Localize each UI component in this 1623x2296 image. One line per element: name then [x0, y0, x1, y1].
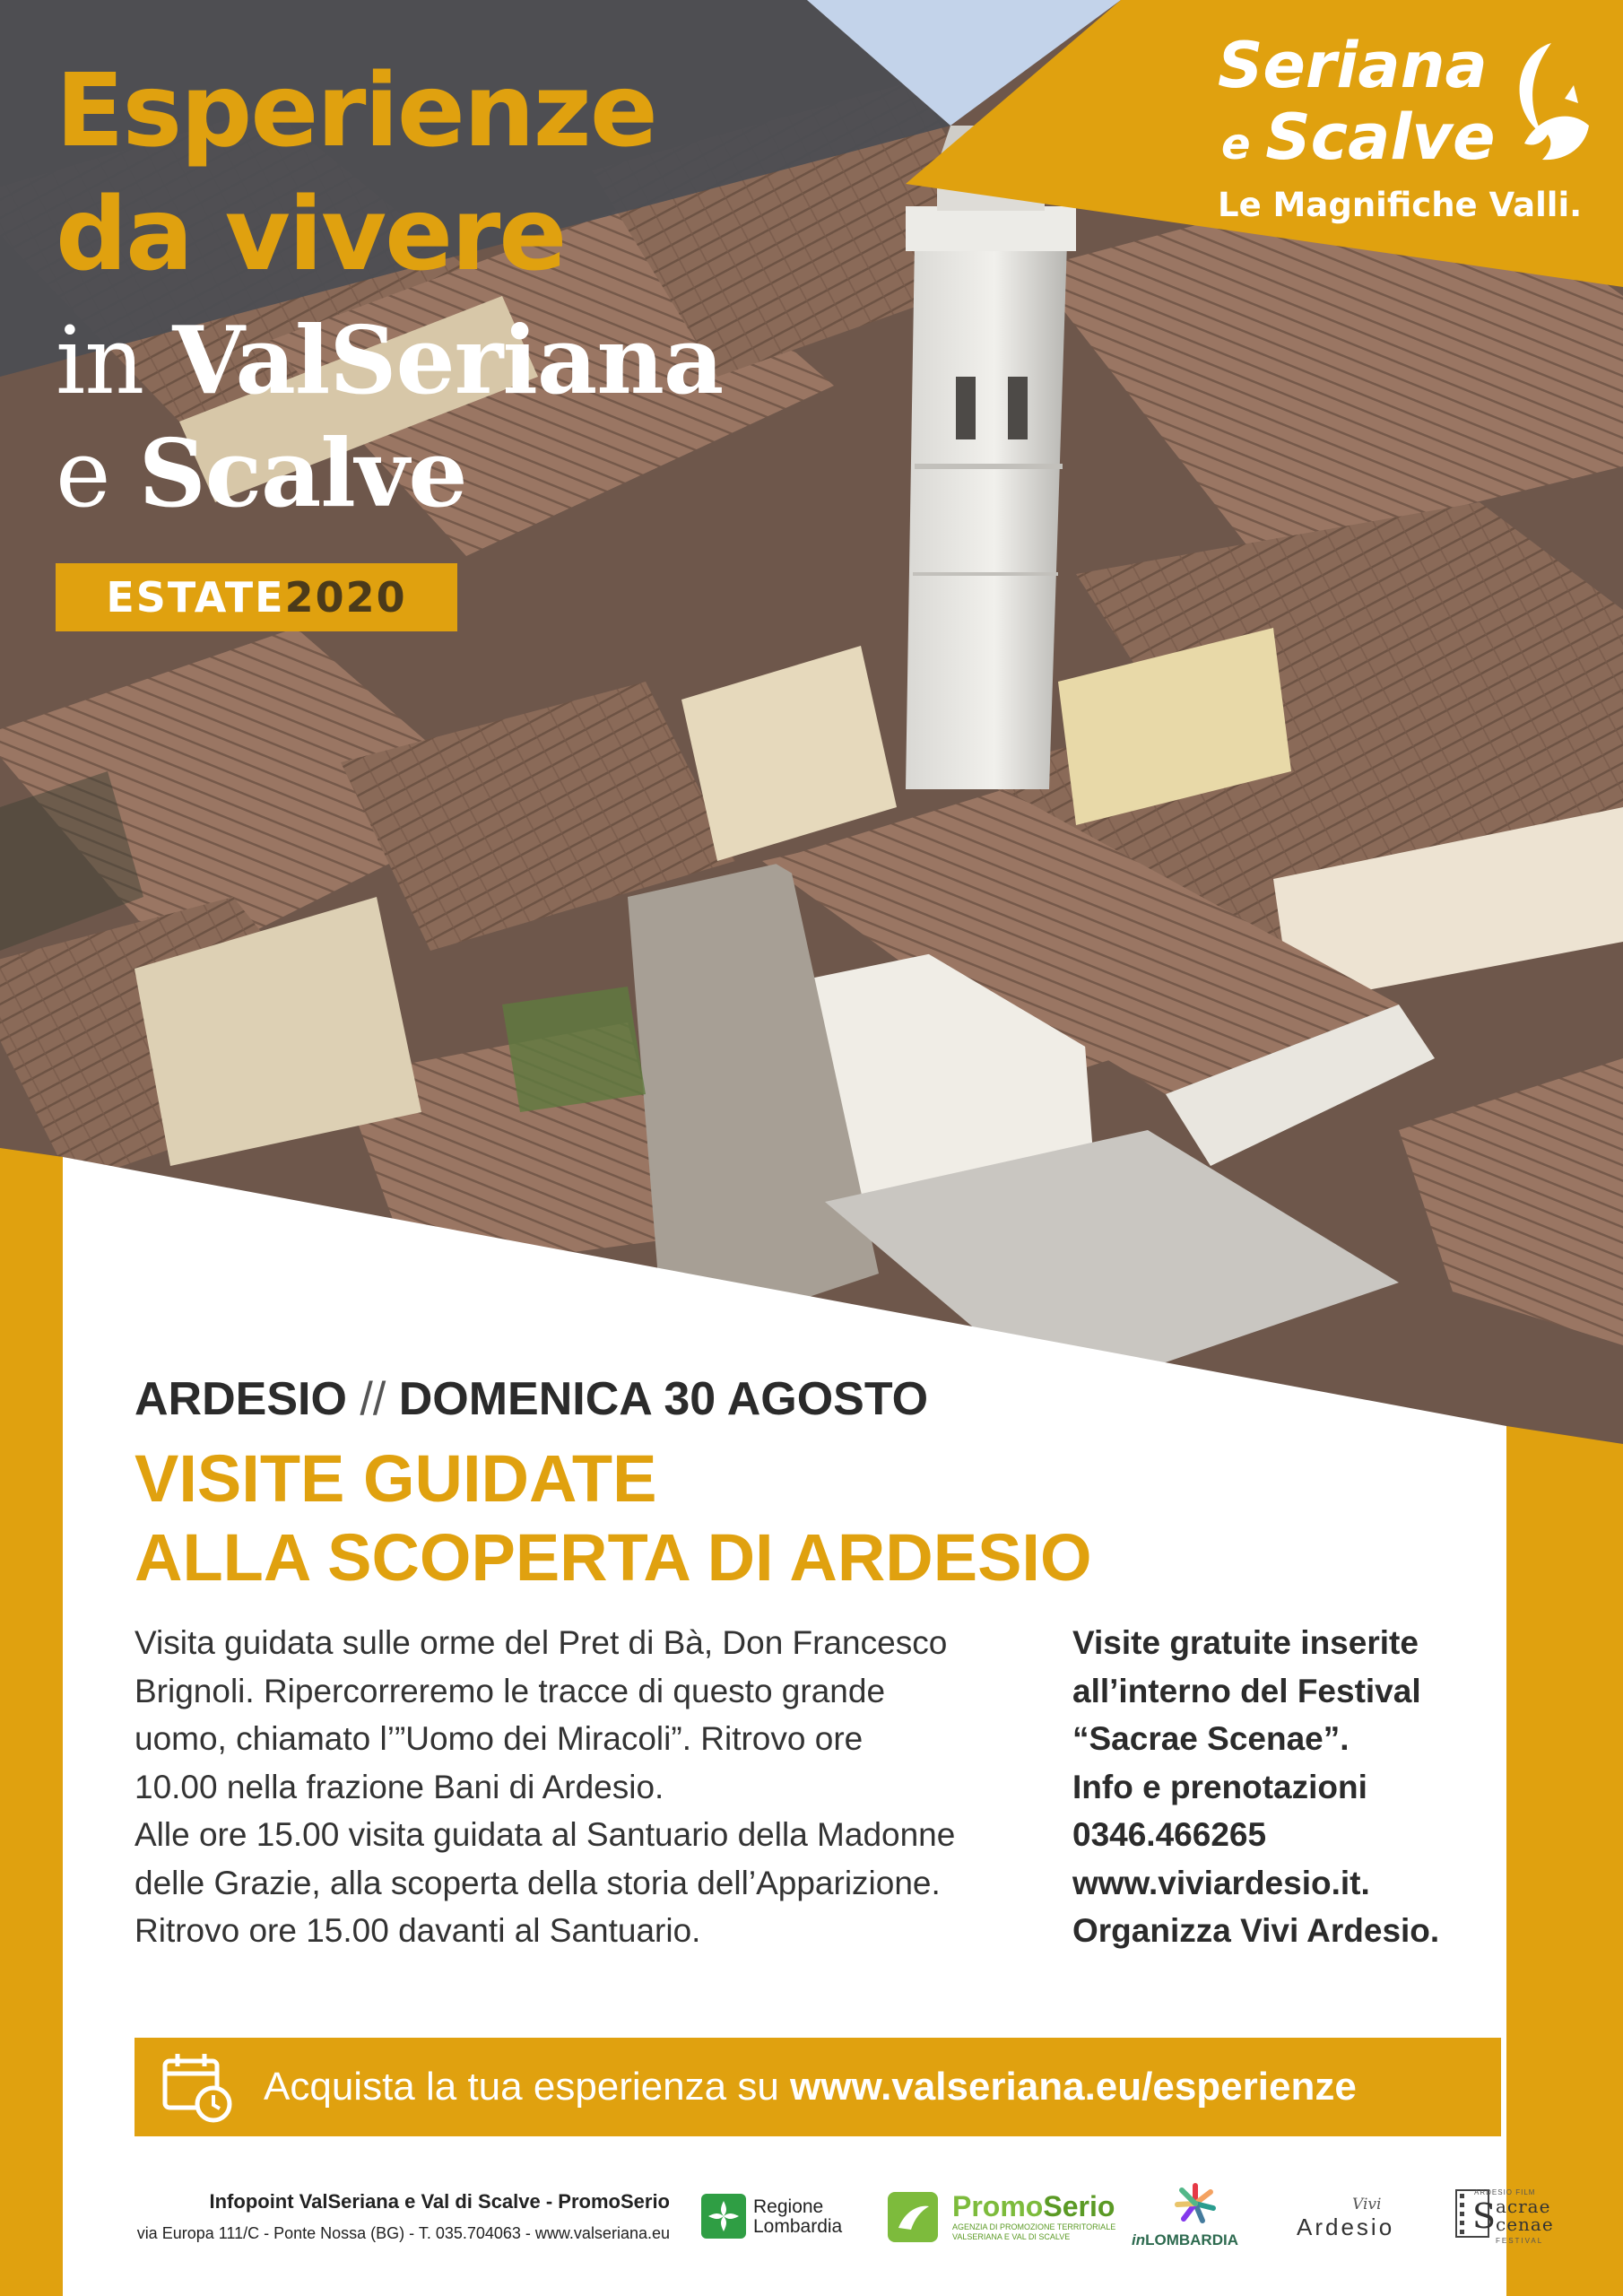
info-website[interactable]: www.viviardesio.it.: [1072, 1864, 1370, 1901]
vivi-ardesio-logo: Ardesio: [1297, 2213, 1395, 2240]
event-description: [135, 1619, 1031, 1955]
body-line: 10.00 nella frazione Bani di Ardesio.: [135, 1768, 664, 1805]
inlombardia-logo-text: inLOMBARDIA: [1132, 2231, 1238, 2248]
cta-link[interactable]: www.valseriana.eu/esperienze: [790, 2065, 1357, 2109]
sacrae-s: S: [1472, 2196, 1497, 2236]
season-badge: ESTATE2020: [56, 563, 457, 631]
fox-moon-icon: [1488, 36, 1596, 170]
body-line: uomo, chiamato l’”Uomo dei Miracoli”. Ritrovo ore: [135, 1720, 864, 1757]
title-line-4: e Scalve: [56, 418, 467, 528]
info-line: all’interno del Festival: [1072, 1672, 1421, 1709]
body-line: Ritrovo ore 15.00 davanti al Santuario.: [135, 1912, 701, 1949]
regione-cross-icon: [701, 2194, 746, 2239]
logo-line-2: e Scalve: [1221, 100, 1496, 174]
event-info: [1072, 1619, 1539, 1955]
event-headline-2: ALLA SCOPERTA DI ARDESIO: [135, 1520, 1092, 1595]
title-line-3: in ValSeriana: [56, 305, 724, 415]
body-line: delle Grazie, alla scoperta della storia dell’Apparizione.: [135, 1864, 941, 1901]
sacrae-scenae-text: acrae cenae: [1496, 2196, 1554, 2235]
footer-infopoint: Infopoint ValSeriana e Val di Scalve - PromoSerio: [209, 2190, 670, 2213]
sacrae-festival-text: FESTIVAL: [1496, 2237, 1544, 2245]
info-phone[interactable]: 0346.466265: [1072, 1816, 1267, 1853]
promoserio-subtitle: AGENZIA DI PROMOZIONE TERRITORIALE VALSERIANA E VAL DI SCALVE: [952, 2222, 1116, 2241]
footer-address: via Europa 111/C - Ponte Nossa (BG) - T. 035.704063 - www.valseriana.eu: [136, 2224, 670, 2242]
title-line-2: da vivere: [56, 177, 566, 293]
event-headline-1: VISITE GUIDATE: [135, 1441, 657, 1516]
cta-text: Acquista la tua esperienza su www.valseriana.eu/esperienze: [264, 2065, 1357, 2109]
vivi-ardesio-small: Vivi: [1352, 2196, 1382, 2213]
event-place-date: ARDESIO // DOMENICA 30 AGOSTO: [135, 1373, 929, 1425]
cta-banner[interactable]: [135, 2038, 1501, 2136]
body-line: Brignoli. Ripercorreremo le tracce di questo grande: [135, 1672, 886, 1709]
regione-logo-text: Regione Lombardia: [753, 2196, 843, 2237]
body-line: Alle ore 15.00 visita guidata al Santuario della Madonne: [135, 1816, 956, 1853]
title-line-1: Esperienze: [56, 53, 656, 170]
info-line: “Sacrae Scenae”.: [1072, 1720, 1350, 1757]
sacrae-top-text: ARDESIO FILM: [1474, 2188, 1536, 2196]
promoserio-logo-text: PromoSerio: [952, 2190, 1115, 2222]
info-line: Info e prenotazioni: [1072, 1768, 1367, 1805]
logo-tagline: Le Magnifiche Valli.: [1218, 186, 1583, 224]
logo-line-1: Seriana: [1218, 29, 1488, 102]
promoserio-icon: [888, 2192, 938, 2242]
body-line: Visita guidata sulle orme del Pret di Bà, Don Francesco: [135, 1624, 948, 1661]
info-line: Visite gratuite inserite: [1072, 1624, 1419, 1661]
info-line: Organizza Vivi Ardesio.: [1072, 1912, 1440, 1949]
inlombardia-flower-icon: [1173, 2181, 1218, 2226]
calendar-clock-icon: [161, 2050, 235, 2124]
